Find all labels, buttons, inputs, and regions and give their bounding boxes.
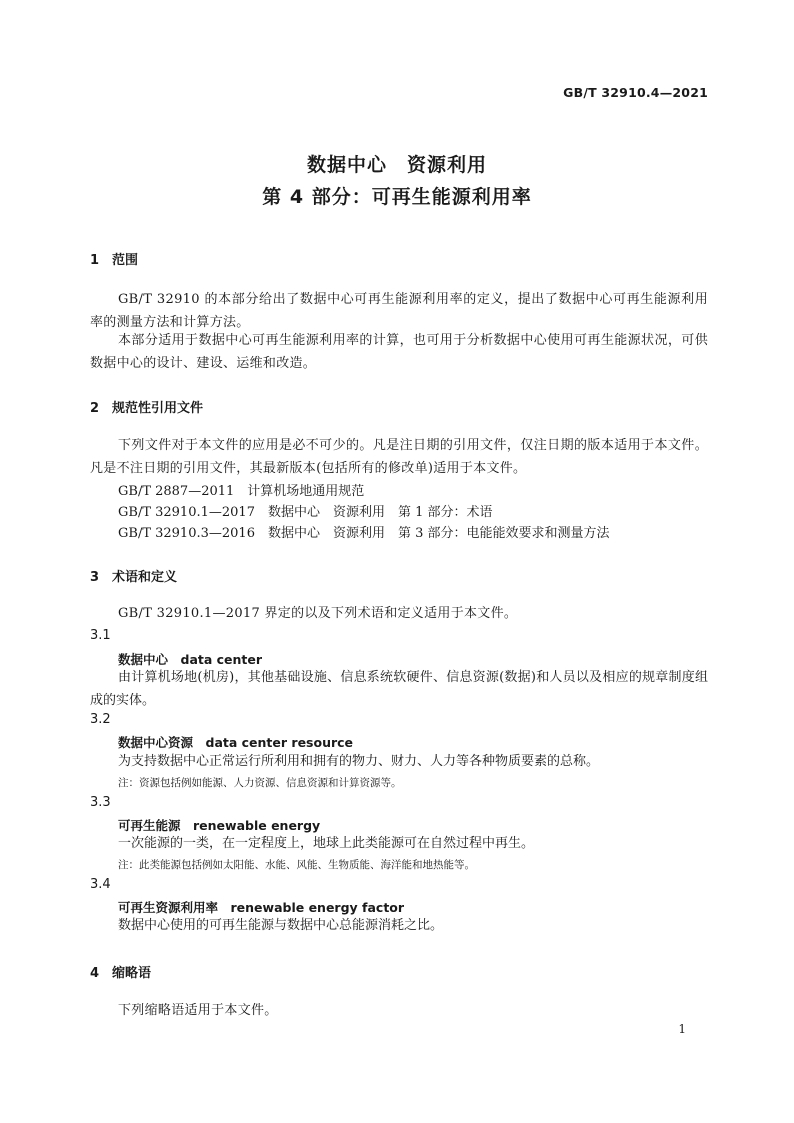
section-heading-terms bbox=[90, 566, 177, 585]
term-note: 注：此类能源包括例如太阳能、水能、风能、生物质能、海洋能和地热能等。 bbox=[118, 859, 475, 871]
abbreviations-paragraph: 下列缩略语适用于本文件。 bbox=[118, 1003, 278, 1018]
section-heading-abbreviations bbox=[90, 962, 151, 981]
term-definition: 一次能源的一类，在一定程度上，地球上此类能源可在自然过程中再生。 bbox=[118, 836, 535, 851]
section-number: 3 bbox=[90, 570, 100, 585]
clause-number: 3.3 bbox=[90, 795, 111, 810]
reference-item: GB/T 32910.3—2016 数据中心 资源利用 第 3 部分：电能能效要求和测量方法 bbox=[118, 526, 610, 541]
page-number: 1 bbox=[678, 1022, 686, 1036]
section-heading-scope bbox=[90, 249, 138, 268]
references-paragraph: 下列文件对于本文件的应用是必不可少的。凡是注日期的引用文件，仅注日期的版本适用于本文件。凡是不注日期的引用文件，其最新版本(包括所有的修改单)适用于本文件。 bbox=[90, 438, 708, 476]
document-title-line1: 数据中心 资源利用 bbox=[306, 154, 487, 176]
scope-paragraph-2: 本部分适用于数据中心可再生能源利用率的计算，也可用于分析数据中心使用可再生能源状况，可供数据中心的设计、建设、运维和改造。 bbox=[90, 333, 708, 371]
section-title: 术语和定义 bbox=[112, 570, 178, 585]
terms-intro: GB/T 32910.1—2017 界定的以及下列术语和定义适用于本文件。 bbox=[118, 606, 518, 621]
section-title: 范围 bbox=[112, 253, 139, 268]
term-definition: 由计算机场地(机房)，其他基础设施、信息系统软硬件、信息资源(数据)和人员以及相应的规章制度组成的实体。 bbox=[90, 670, 708, 708]
term-definition: 为支持数据中心正常运行所利用和拥有的物力、财力、人力等各种物质要素的总称。 bbox=[118, 754, 600, 769]
clause-number: 3.4 bbox=[90, 877, 111, 892]
term-entry: 可再生资源利用率 renewable energy factor bbox=[118, 900, 405, 915]
section-title: 规范性引用文件 bbox=[112, 401, 204, 416]
section-title: 缩略语 bbox=[112, 966, 152, 981]
term-entry: 可再生能源 renewable energy bbox=[118, 818, 321, 833]
clause-number: 3.2 bbox=[90, 712, 111, 727]
document-title-line2: 第 4 部分：可再生能源利用率 bbox=[262, 186, 532, 208]
section-number: 2 bbox=[90, 401, 100, 416]
term-entry: 数据中心资源 data center resource bbox=[118, 735, 354, 750]
standard-code: GB/T 32910.4—2021 bbox=[563, 85, 708, 100]
term-definition: 数据中心使用的可再生能源与数据中心总能源消耗之比。 bbox=[118, 918, 444, 933]
scope-paragraph-1: GB/T 32910 的本部分给出了数据中心可再生能源利用率的定义，提出了数据中心可再生能源利用率的测量方法和计算方法。 bbox=[90, 292, 708, 330]
section-number: 1 bbox=[90, 253, 100, 268]
term-entry: 数据中心 data center bbox=[118, 652, 263, 667]
clause-number: 3.1 bbox=[90, 628, 111, 643]
reference-item: GB/T 2887—2011 计算机场地通用规范 bbox=[118, 484, 365, 499]
section-heading-normative-references bbox=[90, 397, 203, 416]
reference-item: GB/T 32910.1—2017 数据中心 资源利用 第 1 部分：术语 bbox=[118, 505, 493, 520]
term-note: 注：资源包括例如能源、人力资源、信息资源和计算资源等。 bbox=[118, 777, 402, 789]
section-number: 4 bbox=[90, 966, 100, 981]
